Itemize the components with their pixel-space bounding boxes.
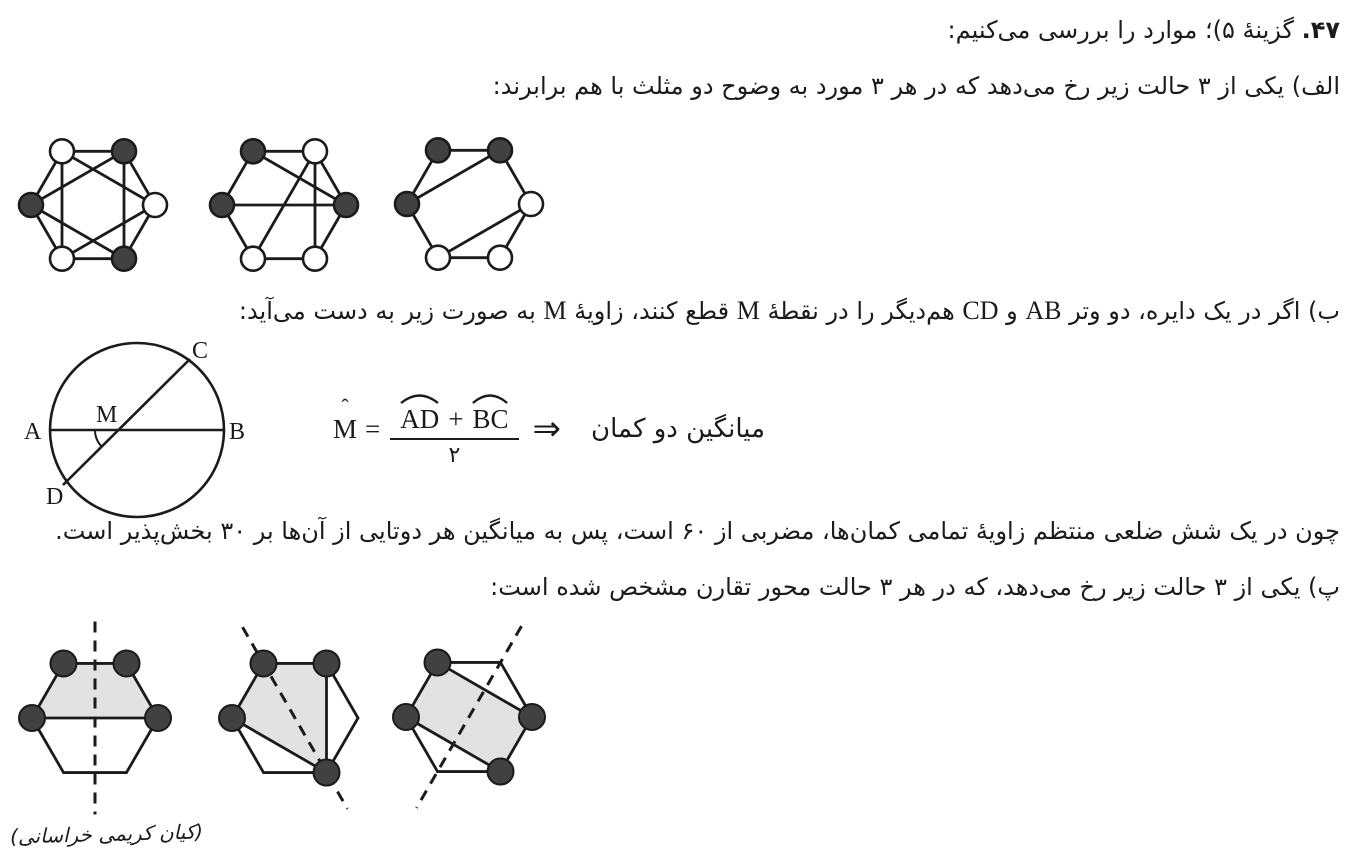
arc-over-ad bbox=[399, 393, 440, 404]
m-letter: M bbox=[333, 413, 358, 444]
plus-sign: + bbox=[448, 403, 464, 434]
filled-vertex-dot bbox=[112, 247, 136, 271]
angle-m-arc-mark bbox=[95, 430, 102, 447]
fraction-numerator bbox=[390, 391, 518, 440]
be-text-4: قطع کنند، زاویۀ bbox=[566, 297, 737, 325]
arc-bc-term bbox=[472, 393, 508, 435]
filled-vertex-dot bbox=[251, 650, 277, 676]
chord-dc bbox=[63, 359, 190, 485]
label-c: C bbox=[192, 338, 209, 364]
filled-vertex-dot bbox=[426, 138, 450, 162]
filled-vertex-dot bbox=[519, 704, 545, 730]
question-title-line bbox=[948, 14, 1340, 46]
part-alef-text: الف) یکی از ۳ حالت زیر رخ می‌دهد که در هر ۳ مورد به وضوح دو مثلث با هم برابرند: bbox=[492, 72, 1340, 100]
filled-vertex-dot bbox=[19, 193, 43, 217]
hexagon-triangle-figures bbox=[10, 122, 600, 294]
filled-vertex-dot bbox=[425, 649, 451, 675]
filled-vertex-dot bbox=[395, 192, 419, 216]
be-text-2: و bbox=[998, 297, 1026, 325]
open-vertex-dot bbox=[488, 246, 512, 270]
chord-cd-label: CD bbox=[962, 296, 999, 325]
filled-vertex-dot bbox=[210, 193, 234, 217]
author-attribution: (کیان کریمی خراسانی) bbox=[9, 819, 204, 849]
m-hat-symbol bbox=[333, 393, 358, 445]
be-text-5: به صورت زیر به دست می‌آید: bbox=[238, 297, 544, 325]
filled-vertex-dot bbox=[488, 138, 512, 162]
filled-vertex-dot bbox=[219, 705, 245, 731]
be-text-1: ب) اگر در یک دایره، دو وتر bbox=[1061, 297, 1340, 325]
shaded-region bbox=[32, 663, 158, 718]
filled-vertex-dot bbox=[51, 650, 77, 676]
filled-vertex-dot bbox=[314, 760, 340, 786]
open-vertex-dot bbox=[241, 247, 265, 271]
filled-vertex-dot bbox=[19, 705, 45, 731]
arc-bc-text: BC bbox=[472, 403, 509, 434]
arc-rule-text: چون در یک شش ضلعی منتظم زاویۀ تمامی کمان‌ها، مضربی از ۶۰ است، پس به میانگین هر دوتایی از آن‌ها بر ۳۰ بخش‌پذیر است. bbox=[55, 517, 1340, 545]
arc-over-bc bbox=[471, 393, 509, 404]
label-m: M bbox=[96, 402, 118, 428]
open-vertex-dot bbox=[50, 139, 74, 163]
hat-accent: ˆ bbox=[341, 393, 349, 419]
open-vertex-dot bbox=[143, 193, 167, 217]
part-pe-text: پ) یکی از ۳ حالت زیر رخ می‌دهد، که در هر ۳ حالت محور تقارن مشخص شده است: bbox=[490, 573, 1340, 601]
question-title-text: گزینۀ ۵)؛ موارد را بررسی می‌کنیم: bbox=[947, 16, 1294, 44]
angle-formula bbox=[333, 383, 765, 475]
fraction bbox=[390, 391, 518, 468]
open-vertex-dot bbox=[426, 246, 450, 270]
label-d: D bbox=[46, 484, 64, 510]
filled-vertex-dot bbox=[241, 139, 265, 163]
arc-ad-term bbox=[400, 393, 439, 435]
filled-vertex-dot bbox=[393, 704, 419, 730]
equals-sign: = bbox=[365, 413, 381, 444]
shaded-region bbox=[232, 663, 327, 772]
label-a: A bbox=[24, 419, 42, 445]
fraction-denominator: ۲ bbox=[448, 442, 461, 468]
part-pe-line bbox=[490, 571, 1340, 603]
chord-ab-label: AB bbox=[1025, 296, 1062, 325]
filled-vertex-dot bbox=[334, 193, 358, 217]
label-b: B bbox=[229, 419, 246, 445]
hexagon-symmetry-figures bbox=[10, 608, 610, 833]
filled-vertex-dot bbox=[488, 759, 514, 785]
arc-rule-line bbox=[55, 515, 1340, 547]
question-number: ۴۷. bbox=[1301, 16, 1340, 44]
part-alef-line bbox=[493, 70, 1340, 102]
circle-chords-figure bbox=[20, 338, 270, 528]
filled-vertex-dot bbox=[112, 139, 136, 163]
open-vertex-dot bbox=[303, 139, 327, 163]
formula-conclusion: میانگین دو کمان bbox=[591, 414, 766, 444]
open-vertex-dot bbox=[50, 247, 74, 271]
open-vertex-dot bbox=[303, 247, 327, 271]
filled-vertex-dot bbox=[314, 650, 340, 676]
angle-m-label-inline: M bbox=[543, 296, 567, 325]
implies-arrow: ⇒ bbox=[532, 409, 562, 449]
arc-ad-text: AD bbox=[400, 403, 440, 434]
filled-vertex-dot bbox=[114, 650, 140, 676]
point-m-label-inline: M bbox=[736, 296, 760, 325]
open-vertex-dot bbox=[519, 192, 543, 216]
part-be-line bbox=[239, 295, 1340, 327]
be-text-3: هم‌دیگر را در نقطۀ bbox=[759, 297, 963, 325]
filled-vertex-dot bbox=[145, 705, 171, 731]
